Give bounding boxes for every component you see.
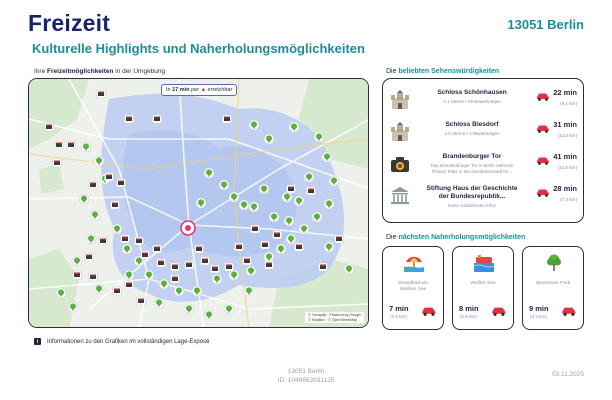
sight-distance: (7,3 km): [560, 197, 577, 202]
tree-marker[interactable]: [56, 288, 66, 298]
sight-time: 22 min: [553, 88, 577, 97]
poi-marker[interactable]: [73, 271, 82, 279]
poi-marker[interactable]: [89, 273, 98, 281]
car-icon: ▲: [200, 87, 207, 93]
tree-marker[interactable]: [122, 244, 132, 254]
poi-marker[interactable]: [273, 231, 282, 239]
tree-marker[interactable]: [324, 199, 334, 209]
poi-marker[interactable]: [171, 263, 180, 271]
tree-marker[interactable]: [94, 156, 104, 166]
sight-description: keine zusätzlichen Infos: [448, 203, 496, 208]
poi-marker[interactable]: [225, 263, 234, 271]
sight-time: 41 min: [553, 152, 577, 161]
tree-marker[interactable]: [90, 210, 100, 220]
poi-marker[interactable]: [211, 265, 220, 273]
tree-marker[interactable]: [192, 286, 202, 296]
tree-marker[interactable]: [294, 196, 304, 206]
sight-name-cont: der Bundesrepublik...: [438, 193, 506, 200]
tree-marker[interactable]: [239, 200, 249, 210]
tree-marker[interactable]: [289, 122, 299, 132]
sight-name: Brandenburger Tor: [442, 153, 502, 160]
location-label: 13051 Berlin: [507, 17, 584, 32]
poi-marker[interactable]: [89, 181, 98, 189]
recreation-time: 8 min: [459, 304, 479, 313]
tree-marker[interactable]: [264, 134, 274, 144]
poi-marker[interactable]: [251, 225, 260, 233]
car-icon: [536, 124, 550, 133]
map-canvas: [29, 79, 369, 328]
poi-marker[interactable]: [53, 159, 62, 167]
car-icon: [421, 306, 437, 316]
sight-name: Schloss Biesdorf: [445, 121, 499, 128]
leisure-map[interactable]: [28, 78, 369, 328]
poi-marker[interactable]: [287, 185, 296, 193]
tree-marker[interactable]: [68, 302, 78, 312]
sight-distance: (10,6 km): [557, 165, 577, 170]
poi-marker[interactable]: [171, 275, 180, 283]
tree-marker[interactable]: [79, 194, 89, 204]
tree-marker[interactable]: [224, 304, 234, 314]
tree-marker[interactable]: [244, 286, 254, 296]
sight-item[interactable]: [389, 121, 579, 147]
tree-marker[interactable]: [314, 132, 324, 142]
poi-marker[interactable]: [153, 245, 162, 253]
tree-marker[interactable]: [94, 284, 104, 294]
tree-marker[interactable]: [324, 242, 334, 252]
tree-marker[interactable]: [219, 180, 229, 190]
tree-marker[interactable]: [86, 234, 96, 244]
poi-marker[interactable]: [125, 281, 134, 289]
tree-marker[interactable]: [174, 286, 184, 296]
tree-marker[interactable]: [249, 120, 259, 130]
sight-description: Pariser Platz in der Dorotheenstadt im...: [432, 169, 512, 174]
tree-marker[interactable]: [249, 202, 259, 212]
castle-icon: [389, 90, 411, 110]
sights-panel: [382, 78, 584, 223]
poi-marker[interactable]: [153, 115, 162, 123]
tree-marker[interactable]: [304, 172, 314, 182]
sight-time: 31 min: [553, 120, 577, 129]
poi-marker[interactable]: [121, 235, 130, 243]
car-icon: [491, 306, 507, 316]
car-icon: [536, 92, 550, 101]
sight-rating: 4.1 Sterne • 29 Bewertungen: [443, 99, 501, 104]
tree-marker[interactable]: [72, 256, 82, 266]
poi-marker[interactable]: [235, 243, 244, 251]
poi-marker[interactable]: [195, 245, 204, 253]
poi-marker[interactable]: [141, 251, 150, 259]
tree-marker[interactable]: [196, 198, 206, 208]
tree-marker[interactable]: [204, 168, 214, 178]
tree-marker[interactable]: [81, 142, 91, 152]
poi-marker[interactable]: [243, 257, 252, 265]
reach-badge: In 17 min per ▲ erreichbar: [161, 84, 237, 96]
map-attribution[interactable]: © Geoapify · Powered by Google © MapBox · © OpenStreetMap: [305, 312, 364, 323]
sight-name: Stiftung Haus der Geschichte: [426, 185, 518, 192]
tree-marker[interactable]: [322, 152, 332, 162]
park-icon: [544, 254, 564, 272]
tree-marker[interactable]: [246, 266, 256, 276]
sight-distance: (13,3 km): [557, 133, 577, 138]
sight-time: 28 min: [553, 184, 577, 193]
recreation-time: 9 min: [529, 304, 549, 313]
tree-marker[interactable]: [329, 176, 339, 186]
sight-item[interactable]: [389, 89, 579, 115]
poi-marker[interactable]: [117, 179, 126, 187]
poi-marker[interactable]: [261, 241, 270, 249]
sight-item[interactable]: [389, 153, 579, 179]
recreation-distance: (2,6 km): [460, 314, 477, 319]
poi-marker[interactable]: [335, 235, 344, 243]
footer-date: 03.11.2025: [551, 371, 584, 378]
poi-marker[interactable]: [295, 243, 304, 251]
sight-distance: (9,1 km): [560, 101, 577, 106]
tree-marker[interactable]: [269, 212, 279, 222]
lake-icon: [474, 254, 494, 272]
tree-marker[interactable]: [312, 212, 322, 222]
recreation-name: Weißer See: [470, 281, 496, 286]
recreation-distance: (2,5 km): [390, 314, 407, 319]
sight-item[interactable]: [389, 185, 579, 211]
tree-marker[interactable]: [112, 224, 122, 234]
poi-marker[interactable]: [85, 253, 94, 261]
info-note: i Informationen zu den Grafiken im vollständigen Lage-Exposé: [34, 338, 209, 345]
poi-marker[interactable]: [67, 141, 76, 149]
map-caption: Ihre Freizeitmöglichkeiten in der Umgebung: [34, 68, 166, 75]
camera-icon: [389, 154, 411, 174]
car-icon: [536, 188, 550, 197]
beach-icon: [404, 254, 424, 272]
tree-marker[interactable]: [159, 279, 169, 289]
recreation-name: Wustrower Park: [535, 281, 571, 286]
tree-marker[interactable]: [284, 216, 294, 226]
sight-description: Das Brandenburger Tor in Berlin steht am: [430, 163, 514, 168]
poi-marker[interactable]: [97, 90, 106, 98]
poi-marker[interactable]: [99, 237, 108, 245]
tree-marker[interactable]: [229, 192, 239, 202]
tree-marker[interactable]: [229, 270, 239, 280]
poi-marker[interactable]: [105, 173, 114, 181]
sight-rating: 4.5 Sterne • 2 Bewertungen: [444, 131, 500, 136]
tree-marker[interactable]: [264, 252, 274, 262]
recreation-card[interactable]: [522, 246, 584, 330]
poi-marker[interactable]: [111, 201, 120, 209]
recreation-time: 7 min: [389, 304, 409, 313]
poi-marker[interactable]: [137, 297, 146, 305]
poi-marker[interactable]: [265, 261, 274, 269]
tree-marker[interactable]: [259, 184, 269, 194]
poi-marker[interactable]: [125, 115, 134, 123]
sight-name: Schloss Schönhausen: [437, 89, 507, 96]
poi-marker[interactable]: [55, 141, 64, 149]
poi-marker[interactable]: [45, 123, 54, 131]
poi-marker[interactable]: [307, 187, 316, 195]
museum-icon: [389, 186, 411, 206]
page-subtitle: Kulturelle Highlights und Naherholungsmöglichkeiten: [32, 41, 365, 56]
tree-marker[interactable]: [154, 298, 164, 308]
tree-marker[interactable]: [144, 270, 154, 280]
recreation-card[interactable]: [382, 246, 444, 330]
poi-marker[interactable]: [157, 259, 166, 267]
poi-marker[interactable]: [201, 257, 210, 265]
property-location-marker[interactable]: [181, 221, 195, 235]
recreation-section-title: Die nächsten Naherholungsmöglichkeiten: [386, 234, 526, 241]
tree-marker[interactable]: [276, 244, 286, 254]
sights-section-title: Die beliebten Sehenswürdigkeiten: [386, 68, 500, 75]
tree-marker[interactable]: [286, 234, 296, 244]
car-icon: [561, 306, 577, 316]
footer-info: 13051 Berlin ID: 1048662031125: [277, 368, 335, 384]
tree-marker[interactable]: [212, 274, 222, 284]
poi-marker[interactable]: [319, 263, 328, 271]
recreation-name: Strandbad am Weißen See: [397, 281, 429, 293]
tree-marker[interactable]: [282, 192, 292, 202]
tree-marker[interactable]: [184, 304, 194, 314]
poi-marker[interactable]: [223, 115, 232, 123]
castle-icon: [389, 122, 411, 142]
tree-marker[interactable]: [204, 310, 214, 320]
tree-marker[interactable]: [344, 264, 354, 274]
info-icon: i: [34, 338, 41, 345]
recreation-card[interactable]: [452, 246, 514, 330]
tree-marker[interactable]: [124, 270, 134, 280]
poi-marker[interactable]: [113, 287, 122, 295]
tree-marker[interactable]: [299, 224, 309, 234]
car-icon: [536, 156, 550, 165]
recreation-distance: (3,3 km): [530, 314, 547, 319]
poi-marker[interactable]: [135, 237, 144, 245]
poi-marker[interactable]: [185, 261, 194, 269]
page-title: Freizeit: [28, 10, 111, 36]
